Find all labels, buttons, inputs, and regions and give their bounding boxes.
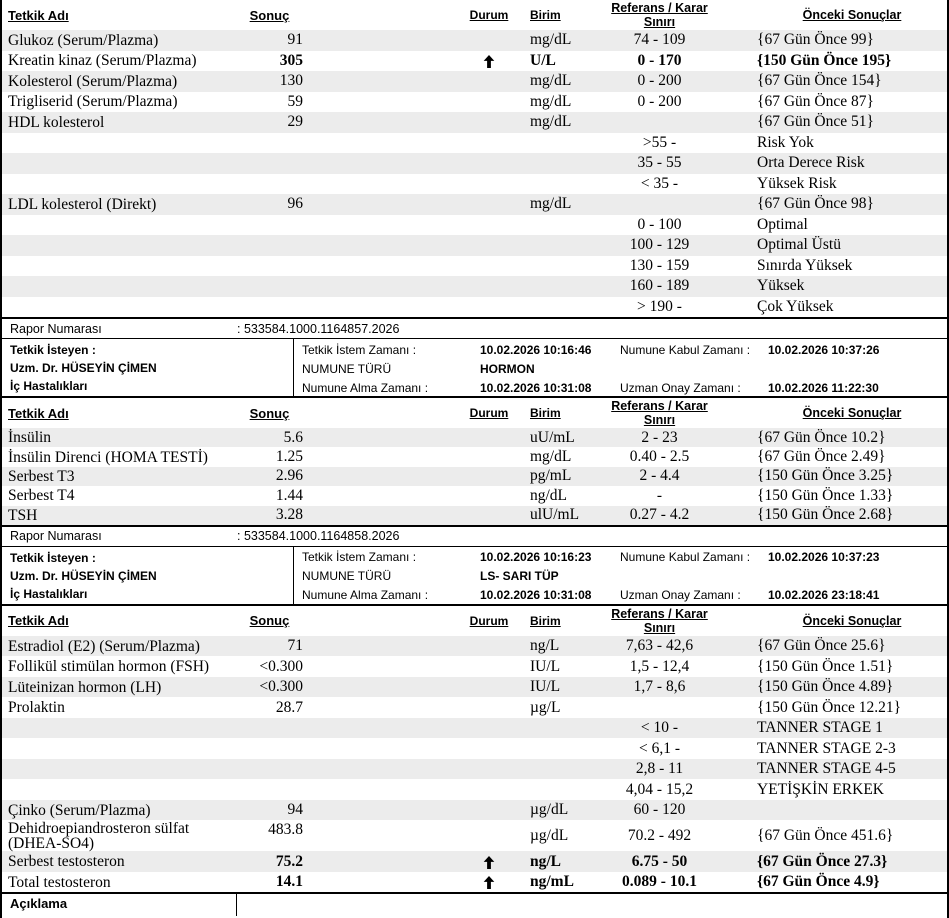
result-row — [2, 133, 947, 154]
test-result: <0.300 — [259, 657, 303, 675]
sample-type-label: NUMUNE TÜRÜ — [302, 569, 392, 584]
previous-result: {67 Gün Önce 451.6} — [757, 826, 894, 844]
result-row — [2, 276, 947, 297]
result-row — [2, 697, 947, 718]
request-info-block — [2, 547, 947, 604]
previous-result: {67 Gün Önce 25.6} — [757, 637, 886, 655]
collect-time-value: 10.02.2026 10:31:08 — [480, 588, 592, 603]
order-time-value: 10.02.2026 10:16:23 — [480, 550, 592, 565]
column-header-status: Durum — [469, 8, 509, 22]
test-name: Dehidroepiandrosteron sülfat (DHEA-SO4) — [8, 819, 190, 852]
test-result: 28.7 — [275, 698, 303, 716]
footnote-row — [2, 894, 947, 916]
test-result: 2.96 — [275, 467, 303, 485]
requester-name: Uzm. Dr. HÜSEYİN ÇİMEN — [10, 361, 157, 375]
previous-result: YETİŞKİN ERKEK — [757, 780, 884, 798]
test-result: 1.25 — [275, 448, 303, 466]
approve-time-label: Uzman Onay Zamanı : — [620, 380, 741, 395]
reference-range: 0 - 100 — [637, 215, 682, 233]
reference-range: 0.40 - 2.5 — [629, 448, 690, 466]
reference-range: 4,04 - 15,2 — [625, 780, 694, 798]
reference-range: 74 - 109 — [633, 31, 686, 49]
test-result: 71 — [287, 637, 303, 655]
column-header-result: Sonuç — [249, 613, 290, 629]
test-name: Çinko (Serum/Plazma) — [8, 801, 151, 819]
test-unit: IU/L — [530, 678, 561, 696]
column-header-unit: Birim — [530, 406, 561, 420]
requester-department: İç Hastalıkları — [10, 586, 88, 601]
column-header-reference: Referans / Karar Sınırı — [611, 1, 708, 29]
reference-range: 100 - 129 — [629, 236, 690, 254]
footnote-content — [237, 894, 947, 916]
results-table-header — [2, 0, 947, 30]
report-number-row — [2, 317, 947, 339]
results-table-biochemistry — [2, 30, 947, 317]
reference-range: 0.27 - 4.2 — [629, 506, 690, 524]
report-number-value: : 533584.1000.1164858.2026 — [237, 529, 400, 544]
reference-range: 0 - 200 — [637, 72, 682, 90]
previous-result: {150 Gün Önce 3.25} — [757, 467, 894, 485]
result-row — [2, 738, 947, 759]
test-name: Trigliserid (Serum/Plazma) — [8, 93, 178, 111]
column-header-reference: Referans / Karar Sınırı — [611, 399, 708, 427]
previous-result: {150 Gün Önce 12.21} — [757, 698, 902, 716]
previous-result: TANNER STAGE 4-5 — [757, 760, 896, 778]
test-result: 5.6 — [283, 428, 303, 446]
sample-type-label: NUMUNE TÜRÜ — [302, 361, 392, 376]
collect-time-label: Numune Alma Zamanı : — [302, 588, 429, 603]
report-number-row — [2, 525, 947, 547]
test-result: 305 — [279, 51, 303, 69]
accept-time-value: 10.02.2026 10:37:26 — [768, 342, 880, 357]
test-name: HDL kolesterol — [8, 113, 105, 131]
test-name: Lüteinizan hormon (LH) — [8, 678, 162, 696]
result-row — [2, 779, 947, 800]
test-name: Kreatin kinaz (Serum/Plazma) — [8, 52, 197, 70]
reference-range: >55 - — [642, 133, 677, 151]
test-name: Glukoz (Serum/Plazma) — [8, 31, 159, 49]
report-number-label: Rapor Numarası — [10, 321, 102, 336]
previous-result: {67 Gün Önce 87} — [757, 92, 874, 110]
test-name: Total testosteron — [8, 873, 111, 891]
up-arrow-icon — [483, 55, 495, 68]
reference-range: < 6,1 - — [638, 739, 681, 757]
test-unit: U/L — [530, 51, 556, 69]
test-name: Kolesterol (Serum/Plazma) — [8, 72, 178, 90]
requester-label: Tetkik İsteyen : — [10, 343, 96, 357]
previous-result: Yüksek Risk — [757, 174, 837, 192]
test-result: 96 — [287, 195, 303, 213]
test-unit: ulU/mL — [530, 506, 580, 524]
result-row — [2, 486, 947, 505]
sample-times — [294, 339, 947, 397]
result-row — [2, 194, 947, 215]
column-header-status: Durum — [469, 406, 509, 420]
sample-type-value: HORMON — [480, 361, 535, 376]
test-unit: mg/dL — [530, 92, 572, 110]
test-name: Prolaktin — [8, 699, 65, 717]
report-number-value: : 533584.1000.1164857.2026 — [237, 321, 400, 336]
column-header-result: Sonuç — [249, 405, 290, 421]
result-row — [2, 636, 947, 657]
result-row — [2, 820, 947, 851]
results-table-header — [2, 606, 947, 636]
requester-info — [2, 547, 294, 605]
test-name: Serbest T4 — [8, 487, 75, 505]
previous-result: {67 Gün Önce 10.2} — [757, 428, 886, 446]
previous-result: Çok Yüksek — [757, 297, 834, 315]
result-row — [2, 428, 947, 447]
previous-result: {67 Gün Önce 99} — [757, 31, 874, 49]
result-row — [2, 215, 947, 236]
previous-result: TANNER STAGE 2-3 — [757, 739, 896, 757]
order-time-value: 10.02.2026 10:16:46 — [480, 342, 592, 357]
results-table-hormone — [2, 428, 947, 525]
previous-result: TANNER STAGE 1 — [757, 719, 883, 737]
sample-times — [294, 547, 947, 605]
reference-range: 0 - 170 — [637, 51, 682, 69]
previous-result: Risk Yok — [757, 133, 814, 151]
accept-time-label: Numune Kabul Zamanı : — [620, 342, 751, 357]
result-row — [2, 256, 947, 277]
test-unit: µg/dL — [530, 826, 569, 844]
reference-range: > 190 - — [637, 297, 682, 315]
test-unit: uU/mL — [530, 428, 575, 446]
column-header-reference: Referans / Karar Sınırı — [611, 606, 708, 635]
result-row — [2, 153, 947, 174]
reference-range: 2,8 - 11 — [635, 760, 684, 778]
test-unit: mg/dL — [530, 195, 572, 213]
column-header-status: Durum — [469, 613, 509, 628]
reference-range: 7,63 - 42,6 — [625, 637, 694, 655]
column-header-previous: Önceki Sonuçlar — [802, 406, 902, 420]
test-unit: mg/dL — [530, 113, 572, 131]
test-unit: mg/dL — [530, 31, 572, 49]
previous-result: {67 Gün Önce 27.3} — [757, 852, 888, 870]
result-row — [2, 677, 947, 698]
test-name: TSH — [8, 506, 38, 524]
test-unit: mg/dL — [530, 448, 572, 466]
reference-range: < 35 - — [640, 174, 679, 192]
column-header-result: Sonuç — [249, 7, 290, 23]
column-header-unit: Birim — [530, 8, 561, 22]
test-unit: pg/mL — [530, 467, 572, 485]
result-row — [2, 656, 947, 677]
up-arrow-icon — [483, 856, 495, 869]
test-unit: ng/L — [530, 637, 560, 655]
test-name: İnsülin — [8, 429, 52, 447]
status-flag — [464, 52, 514, 70]
order-time-label: Tetkik İstem Zamanı : — [302, 550, 417, 565]
previous-result: {67 Gün Önce 2.49} — [757, 448, 886, 466]
request-info-block — [2, 339, 947, 396]
reference-range: 1,7 - 8,6 — [633, 678, 686, 696]
previous-result: {150 Gün Önce 2.68} — [757, 506, 894, 524]
result-row — [2, 467, 947, 486]
result-row — [2, 297, 947, 318]
test-name: LDL kolesterol (Direkt) — [8, 195, 157, 213]
test-name: İnsülin Direnci (HOMA TESTİ) — [8, 448, 208, 466]
reference-range: 0 - 200 — [637, 92, 682, 110]
test-unit: ng/L — [530, 852, 562, 870]
test-result: 75.2 — [275, 852, 303, 870]
test-result: 3.28 — [275, 506, 303, 524]
result-row — [2, 112, 947, 133]
reference-range: 6.75 - 50 — [631, 852, 688, 870]
column-header-test-name: Tetkik Adı — [8, 405, 69, 421]
previous-result: Sınırda Yüksek — [757, 256, 853, 274]
previous-result: {67 Gün Önce 154} — [757, 72, 882, 90]
previous-result: {150 Gün Önce 195} — [757, 51, 892, 69]
sample-type-value: LS- SARI TÜP — [480, 569, 559, 584]
reference-range: 70.2 - 492 — [627, 826, 692, 844]
result-row — [2, 851, 947, 872]
result-row — [2, 235, 947, 256]
previous-result: {67 Gün Önce 51} — [757, 113, 874, 131]
test-result: 94 — [287, 801, 303, 819]
status-flag — [464, 853, 514, 871]
reference-range: < 10 - — [640, 719, 679, 737]
column-header-test-name: Tetkik Adı — [8, 7, 69, 23]
collect-time-value: 10.02.2026 10:31:08 — [480, 380, 592, 395]
reference-range: 160 - 189 — [629, 277, 690, 295]
report-number-label: Rapor Numarası — [10, 529, 102, 544]
previous-result: Orta Derece Risk — [757, 154, 865, 172]
test-unit: µg/L — [530, 698, 561, 716]
result-row — [2, 92, 947, 113]
column-header-unit: Birim — [530, 613, 561, 628]
column-header-previous: Önceki Sonuçlar — [802, 613, 902, 628]
collect-time-label: Numune Alma Zamanı : — [302, 380, 429, 395]
results-table-endocrine — [2, 636, 947, 893]
reference-range: - — [656, 486, 663, 504]
approve-time-value: 10.02.2026 23:18:41 — [768, 588, 880, 603]
requester-label: Tetkik İsteyen : — [10, 550, 96, 565]
test-name: Follikül stimülan hormon (FSH) — [8, 658, 210, 676]
result-row — [2, 30, 947, 51]
reference-range: 2 - 23 — [641, 428, 678, 446]
previous-result: Optimal Üstü — [757, 236, 841, 254]
test-unit: IU/L — [530, 657, 561, 675]
requester-info — [2, 339, 294, 397]
accept-time-label: Numune Kabul Zamanı : — [620, 550, 751, 565]
result-row — [2, 51, 947, 72]
previous-result: {150 Gün Önce 1.51} — [757, 657, 894, 675]
previous-result: {67 Gün Önce 98} — [757, 195, 874, 213]
approve-time-value: 10.02.2026 11:22:30 — [768, 380, 879, 395]
approve-time-label: Uzman Onay Zamanı : — [620, 588, 741, 603]
test-result: 59 — [287, 92, 303, 110]
test-result: 483.8 — [268, 821, 303, 839]
order-time-label: Tetkik İstem Zamanı : — [302, 342, 417, 357]
previous-result: Optimal — [757, 215, 808, 233]
reference-range: 130 - 159 — [629, 256, 690, 274]
previous-result: {67 Gün Önce 4.9} — [757, 873, 880, 891]
result-row — [2, 872, 947, 893]
test-result: <0.300 — [259, 678, 303, 696]
result-row — [2, 71, 947, 92]
test-result: 14.1 — [275, 873, 303, 891]
result-row — [2, 800, 947, 821]
up-arrow-icon — [483, 876, 495, 889]
test-unit: µg/dL — [530, 801, 569, 819]
reference-range: 60 - 120 — [633, 801, 686, 819]
status-flag — [464, 873, 514, 891]
test-unit: mg/dL — [530, 72, 572, 90]
test-unit: ng/dL — [530, 486, 568, 504]
previous-result: Yüksek — [757, 277, 805, 295]
reference-range: 1,5 - 12,4 — [629, 657, 690, 675]
test-result: 130 — [279, 72, 303, 90]
result-row — [2, 718, 947, 739]
previous-result: {150 Gün Önce 1.33} — [757, 486, 894, 504]
result-row — [2, 447, 947, 466]
test-result: 29 — [287, 113, 303, 131]
results-table-header — [2, 398, 947, 428]
requester-department: İç Hastalıkları — [10, 379, 88, 393]
reference-range: 2 - 4.4 — [639, 467, 680, 485]
test-unit: ng/mL — [530, 873, 574, 891]
result-row — [2, 759, 947, 780]
test-name: Serbest testosteron — [8, 853, 125, 871]
test-name: Estradiol (E2) (Serum/Plazma) — [8, 637, 200, 655]
column-header-previous: Önceki Sonuçlar — [802, 8, 902, 22]
footnote-label: Açıklama — [2, 894, 237, 916]
requester-name: Uzm. Dr. HÜSEYİN ÇİMEN — [10, 568, 157, 583]
result-row — [2, 174, 947, 195]
column-header-test-name: Tetkik Adı — [8, 613, 69, 629]
test-result: 1.44 — [275, 486, 303, 504]
test-result: 91 — [287, 31, 303, 49]
accept-time-value: 10.02.2026 10:37:23 — [768, 550, 880, 565]
previous-result: {150 Gün Önce 4.89} — [757, 678, 894, 696]
result-row — [2, 506, 947, 525]
test-name: Serbest T3 — [8, 467, 75, 485]
reference-range: 35 - 55 — [637, 154, 682, 172]
reference-range: 0.089 - 10.1 — [622, 873, 697, 891]
